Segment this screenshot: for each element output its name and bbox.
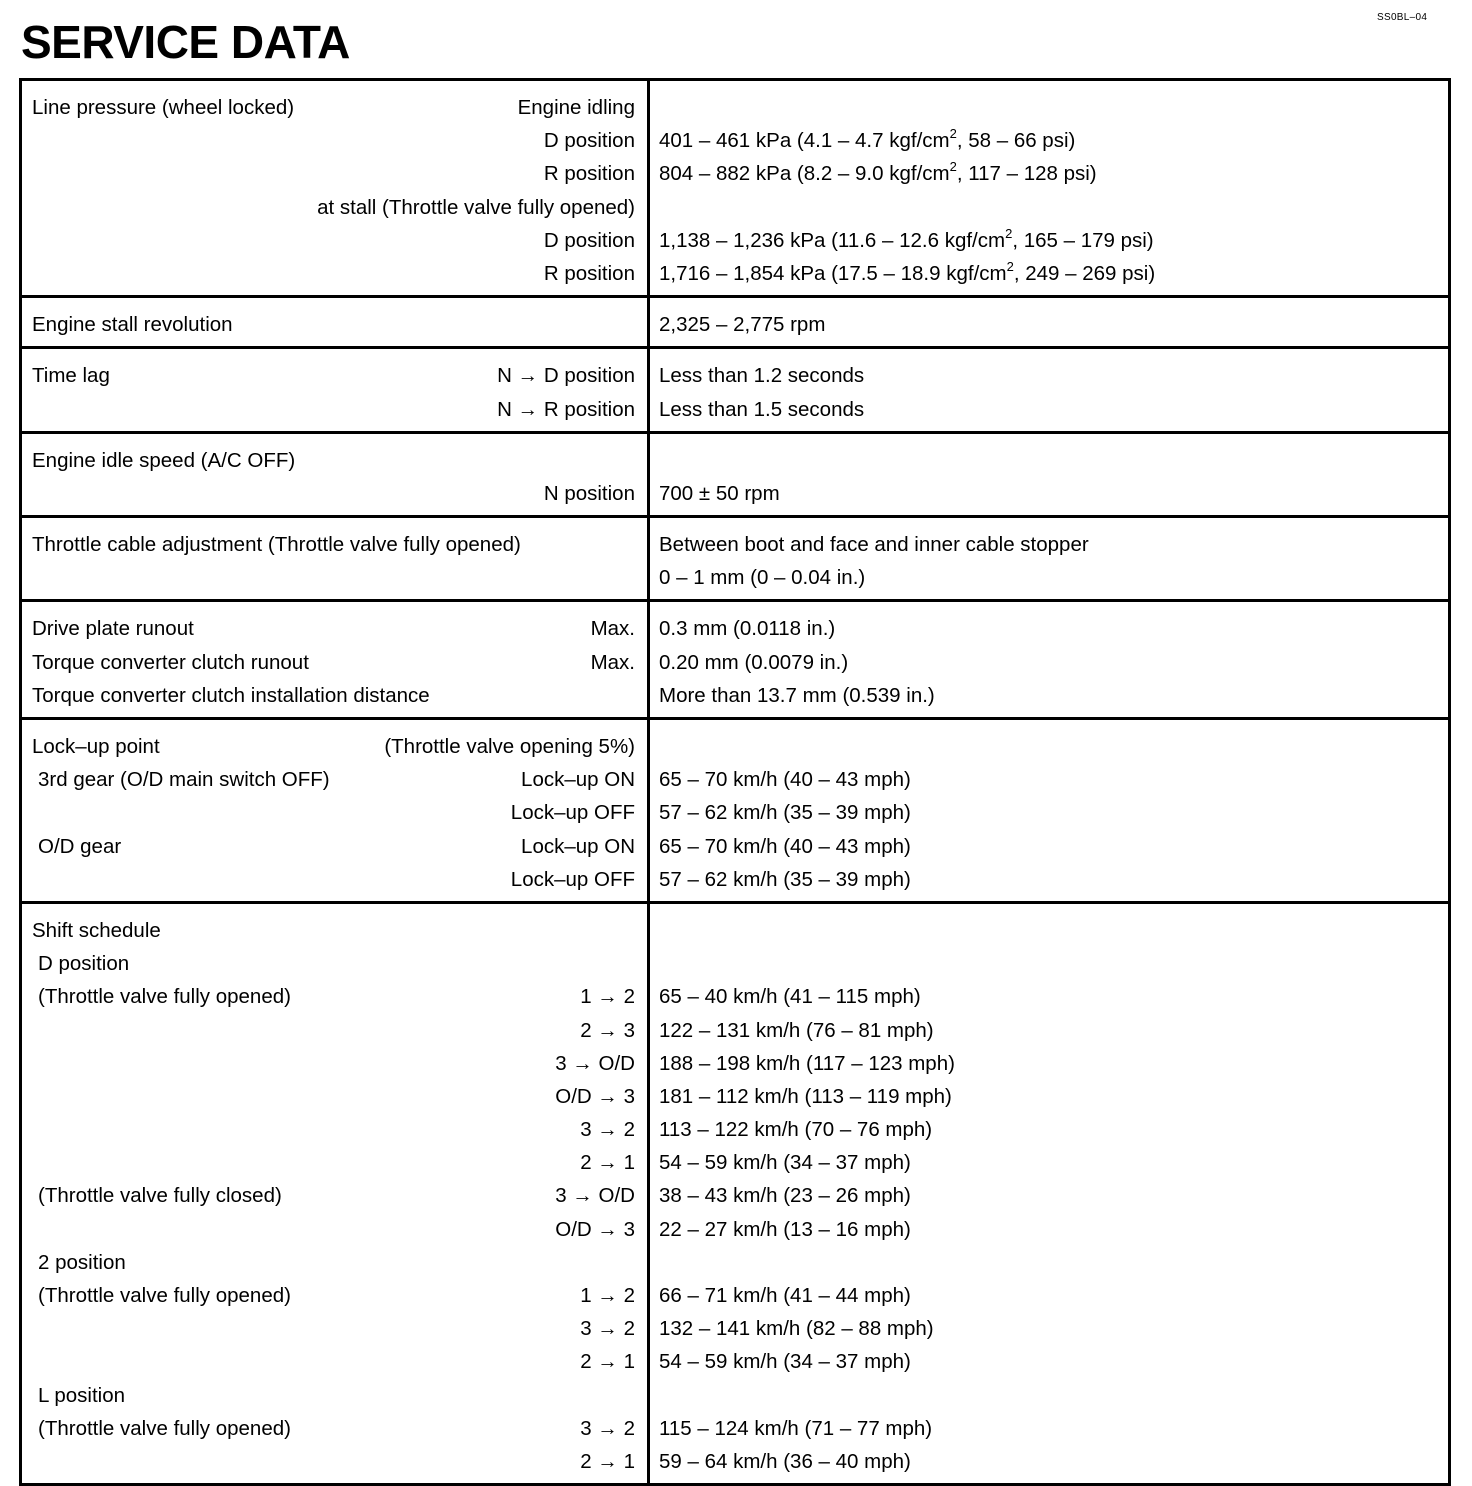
spec-value: 65 – 40 km/h (41 – 115 mph)	[659, 985, 921, 1009]
spec-value: More than 13.7 mm (0.539 in.)	[659, 683, 935, 707]
spec-label-row	[32, 1345, 635, 1378]
spec-condition: R position	[543, 261, 635, 285]
spec-condition: 1 → 2	[580, 1284, 635, 1307]
spec-label-row	[32, 444, 635, 477]
spec-label-column	[22, 602, 650, 717]
spec-condition: (Throttle valve opening 5%)	[384, 735, 635, 758]
spec-item-name: (Throttle valve fully opened)	[38, 1284, 291, 1307]
spec-condition: D position	[543, 228, 635, 252]
spec-value: 65 – 70 km/h (40 – 43 mph)	[659, 768, 911, 792]
spec-value: 132 – 141 km/h (82 – 88 mph)	[659, 1317, 934, 1341]
spec-label-row	[32, 561, 635, 594]
spec-label-row	[32, 308, 635, 341]
spec-item-name: Line pressure (wheel locked)	[32, 96, 295, 119]
spec-label-row	[32, 763, 635, 796]
spec-label-column	[22, 518, 650, 599]
spec-value-column	[650, 298, 1448, 346]
spec-value	[659, 947, 1436, 980]
spec-item-name: Time lag	[32, 364, 110, 388]
spec-label-row	[32, 528, 635, 561]
section-line-pressure	[22, 81, 1448, 295]
spec-label-row	[32, 1379, 635, 1412]
spec-label-row	[32, 1213, 635, 1246]
spec-label-row	[32, 224, 635, 257]
spec-label-row	[32, 1080, 635, 1113]
spec-label-row	[32, 1179, 635, 1212]
spec-value-column	[650, 720, 1448, 901]
spec-label-row	[32, 1279, 635, 1312]
spec-value: 804 – 882 kPa (8.2 – 9.0 kgf/$cm^2$, 117 – 128 psi)	[659, 159, 1097, 186]
spec-condition: O/D → 3	[555, 1084, 635, 1108]
spec-item-name: Lock–up point	[32, 735, 160, 758]
spec-value: 1,716 – 1,854 kPa (17.5 – 18.9 kgf/$cm^2$, 249 – 269 psi)	[659, 258, 1156, 285]
spec-condition: N position	[543, 481, 635, 505]
spec-label-row	[32, 393, 635, 426]
spec-value-column	[650, 602, 1448, 717]
spec-label-column	[22, 720, 650, 901]
spec-label-row	[32, 612, 635, 645]
spec-label-row	[32, 157, 635, 190]
spec-label-row	[32, 796, 635, 829]
section-lock-up-point	[22, 717, 1448, 901]
spec-value: 57 – 62 km/h (35 – 39 mph)	[659, 867, 911, 891]
spec-condition: O/D → 3	[555, 1217, 635, 1241]
spec-item-name: 2 position	[38, 1250, 126, 1274]
spec-label-row	[32, 679, 635, 712]
spec-value: 113 – 122 km/h (70 – 76 mph)	[659, 1118, 933, 1142]
spec-condition: Max.	[590, 617, 635, 641]
spec-value	[659, 191, 1436, 224]
spec-value: 181 – 112 km/h (113 – 119 mph)	[659, 1084, 952, 1108]
spec-value: 1,138 – 1,236 kPa (11.6 – 12.6 kgf/$cm^2$, 165 – 179 psi)	[659, 225, 1154, 252]
spec-value: 66 – 71 km/h (41 – 44 mph)	[659, 1284, 911, 1307]
spec-condition: Lock–up OFF	[510, 801, 635, 825]
spec-condition: 2 → 1	[580, 1350, 635, 1374]
spec-item-name: Engine stall revolution	[32, 313, 233, 337]
spec-label-row	[32, 1146, 635, 1179]
spec-item-name: (Throttle valve fully closed)	[38, 1184, 282, 1208]
spec-item-name: O/D gear	[38, 834, 122, 858]
spec-label-row	[32, 1113, 635, 1146]
service-data-table	[19, 78, 1451, 1486]
spec-item-name: D position	[38, 952, 130, 976]
spec-condition: N → D position	[497, 364, 635, 388]
spec-item-name: 3rd gear (O/D main switch OFF)	[38, 768, 330, 792]
spec-condition: Lock–up ON	[521, 768, 635, 792]
spec-condition: R position	[543, 162, 635, 186]
spec-value: 54 – 59 km/h (34 – 37 mph)	[659, 1350, 911, 1374]
spec-value: 115 – 124 km/h (71 – 77 mph)	[659, 1416, 933, 1440]
spec-condition: N → R position	[497, 397, 635, 421]
spec-value: 22 – 27 km/h (13 – 16 mph)	[659, 1217, 911, 1241]
spec-value: 2,325 – 2,775 rpm	[659, 313, 826, 337]
spec-value	[659, 914, 1436, 947]
spec-label-row	[32, 646, 635, 679]
document-code: SS0BL–04	[1377, 12, 1428, 23]
spec-label-row	[32, 863, 635, 896]
spec-label-column	[22, 298, 650, 346]
spec-label-column	[22, 434, 650, 515]
spec-value: 57 – 62 km/h (35 – 39 mph)	[659, 801, 911, 825]
spec-label-column	[22, 81, 650, 295]
spec-label-row	[32, 980, 635, 1013]
spec-condition: 3 → 2	[580, 1416, 635, 1440]
section-engine-idle-speed	[22, 431, 1448, 515]
spec-value: 401 – 461 kPa (4.1 – 4.7 kgf/$cm^2$, 58 – 66 psi)	[659, 126, 1076, 153]
spec-item-name: Drive plate runout	[32, 617, 194, 641]
spec-value: 0.20 mm (0.0079 in.)	[659, 650, 849, 674]
spec-condition: at stall (Throttle valve fully opened)	[317, 195, 635, 219]
spec-label-row	[32, 830, 635, 863]
spec-label-row	[32, 1014, 635, 1047]
spec-value	[659, 444, 1436, 477]
spec-value-column	[650, 434, 1448, 515]
page-title: SERVICE DATA	[21, 16, 350, 68]
spec-value	[659, 730, 1436, 763]
spec-label-row	[32, 1246, 635, 1279]
spec-label-row	[32, 91, 635, 124]
spec-condition: Max.	[590, 650, 635, 674]
spec-value: 54 – 59 km/h (34 – 37 mph)	[659, 1151, 911, 1175]
spec-item-name: Shift schedule	[32, 918, 161, 942]
spec-value: Between boot and face and inner cable stopper	[659, 533, 1089, 557]
spec-value: 0.3 mm (0.0118 in.)	[659, 617, 836, 641]
spec-item-name: (Throttle valve fully opened)	[38, 1416, 291, 1440]
section-throttle-cable-adjustment	[22, 515, 1448, 599]
spec-label-row	[32, 257, 635, 290]
section-shift-schedule	[22, 901, 1448, 1483]
spec-label-row	[32, 1047, 635, 1080]
spec-item-name: Torque converter clutch runout	[32, 650, 309, 674]
spec-label-row	[32, 730, 635, 763]
spec-label-row	[32, 1412, 635, 1445]
spec-value	[659, 91, 1436, 124]
spec-label-row	[32, 477, 635, 510]
spec-value-column	[650, 904, 1448, 1483]
spec-value	[659, 1246, 1436, 1279]
spec-value: 0 – 1 mm (0 – 0.04 in.)	[659, 566, 866, 590]
spec-value-column	[650, 349, 1448, 430]
spec-condition: 2 → 1	[580, 1449, 635, 1473]
spec-condition: Lock–up OFF	[510, 867, 635, 891]
spec-value: Less than 1.2 seconds	[659, 364, 865, 388]
spec-condition: Lock–up ON	[521, 834, 635, 858]
spec-value: 65 – 70 km/h (40 – 43 mph)	[659, 834, 911, 858]
spec-label-column	[22, 349, 650, 430]
spec-value: Less than 1.5 seconds	[659, 397, 865, 421]
spec-value: 188 – 198 km/h (117 – 123 mph)	[659, 1051, 955, 1075]
spec-item-name: Torque converter clutch installation distance	[32, 683, 430, 707]
spec-condition: 3 → 2	[580, 1118, 635, 1142]
spec-label-row	[32, 124, 635, 157]
spec-item-name: Engine idle speed (A/C OFF)	[32, 448, 296, 472]
spec-label-row	[32, 914, 635, 947]
spec-value	[659, 1379, 1436, 1412]
spec-label-row	[32, 359, 635, 392]
spec-condition: D position	[543, 129, 635, 153]
section-engine-stall-revolution	[22, 295, 1448, 346]
spec-item-name: (Throttle valve fully opened)	[38, 985, 291, 1009]
spec-condition: 3 → O/D	[555, 1184, 635, 1208]
spec-condition: 2 → 1	[580, 1151, 635, 1175]
spec-label-row	[32, 1312, 635, 1345]
spec-condition: 3 → O/D	[555, 1051, 635, 1075]
spec-condition: 2 → 3	[580, 1018, 635, 1042]
spec-condition: 3 → 2	[580, 1317, 635, 1341]
spec-item-name: L position	[38, 1383, 125, 1407]
spec-label-row	[32, 1445, 635, 1478]
spec-value: 59 – 64 km/h (36 – 40 mph)	[659, 1449, 911, 1473]
spec-value: 122 – 131 km/h (76 – 81 mph)	[659, 1018, 934, 1042]
spec-condition: 1 → 2	[580, 985, 635, 1009]
spec-label-row	[32, 947, 635, 980]
spec-value: 38 – 43 km/h (23 – 26 mph)	[659, 1184, 911, 1208]
spec-value-column	[650, 518, 1448, 599]
section-runout	[22, 599, 1448, 717]
spec-condition: Engine idling	[517, 96, 635, 119]
section-time-lag	[22, 346, 1448, 430]
spec-value: 700 ± 50 rpm	[659, 481, 780, 505]
spec-label-row	[32, 191, 635, 224]
spec-label-column	[22, 904, 650, 1483]
spec-item-name: Throttle cable adjustment (Throttle valve fully opened)	[32, 533, 521, 557]
spec-value-column	[650, 81, 1448, 295]
